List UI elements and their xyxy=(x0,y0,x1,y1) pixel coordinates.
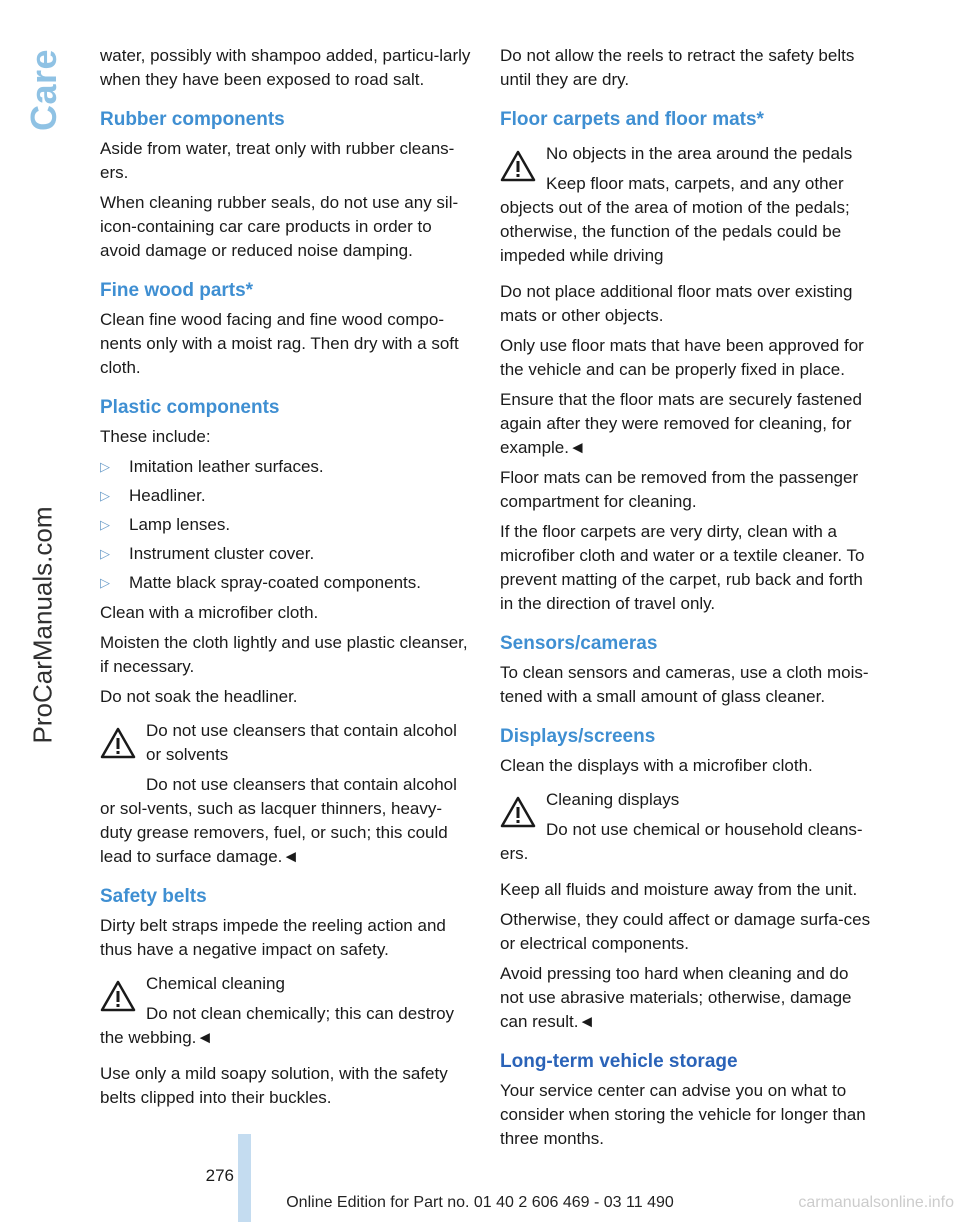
site-watermark-vertical xyxy=(26,470,60,780)
paragraph: Dirty belt straps impede the reeling action and thus have a negative impact on safety. xyxy=(100,916,446,959)
paragraph: Aside from water, treat only with rubber cleans-ers. xyxy=(100,139,455,182)
warning-triangle-icon xyxy=(500,796,536,828)
watermark-text: carmanualsonline.info xyxy=(798,1194,954,1211)
list-item: ▷ Matte black spray-coated components. xyxy=(100,571,474,595)
heading-plastic-components: Plastic components xyxy=(100,397,280,418)
warning-body: Do not use chemical or household cleans-ers. xyxy=(500,820,863,863)
paragraph: Your service center can advise you on what to consider when storing the vehicle for longer than three months. xyxy=(500,1081,866,1148)
warning-title: Do not use cleansers that contain alcohol or solvents xyxy=(146,721,457,764)
warning-box xyxy=(500,142,874,268)
page-number: 276 xyxy=(205,1166,234,1185)
warning-box xyxy=(100,719,474,869)
heading-floor-carpets: Floor carpets and floor mats* xyxy=(500,109,764,130)
list-item: ▷ Lamp lenses. xyxy=(100,513,474,537)
paragraph: Moisten the cloth lightly and use plastic cleanser, if necessary. xyxy=(100,633,468,676)
paragraph: Avoid pressing too hard when cleaning and do not use abrasive materials; otherwise, damage can result.◄ xyxy=(500,964,852,1031)
warning-triangle-icon xyxy=(100,980,136,1012)
left-column xyxy=(100,44,474,1116)
paragraph: When cleaning rubber seals, do not use any sil-icon-containing car care products in order to avoid damage or reduced noise damping. xyxy=(100,193,459,260)
heading-safety-belts: Safety belts xyxy=(100,886,207,907)
warning-triangle-icon xyxy=(100,727,136,759)
warning-body: Do not use cleansers that contain alcohol or sol-vents, such as lacquer thinners, heavy-duty grease removers, fuel, or such; this could lead to surface damage.◄ xyxy=(100,775,457,866)
paragraph: Clean fine wood facing and fine wood compo-nents only with a moist rag. Then dry with a soft cloth. xyxy=(100,310,459,377)
warning-body: Do not clean chemically; this can destroy the webbing.◄ xyxy=(100,1004,455,1047)
site-watermark-text: ProCarManuals.com xyxy=(27,506,58,744)
warning-box xyxy=(500,788,874,866)
paragraph: To clean sensors and cameras, use a cloth mois-tened with a small amount of glass cleaner. xyxy=(500,663,869,706)
list-item: ▷ Instrument cluster cover. xyxy=(100,542,474,566)
triangle-bullet-icon: ▷ xyxy=(100,546,110,561)
plastic-items-list xyxy=(100,455,474,595)
warning-title: No objects in the area around the pedals xyxy=(546,144,853,163)
paragraph: Clean with a microfiber cloth. xyxy=(100,603,319,622)
paragraph: If the floor carpets are very dirty, clean with a microfiber cloth and water or a textile cleaner. To prevent matting of the carpet, rub back and forth in the direction of travel only. xyxy=(500,522,865,613)
paragraph: Do not allow the reels to retract the safety belts until they are dry. xyxy=(500,46,855,89)
warning-triangle-icon xyxy=(500,150,536,182)
heading-rubber-components: Rubber components xyxy=(100,109,285,130)
list-item: ▷ Headliner. xyxy=(100,484,474,508)
paragraph: water, possibly with shampoo added, particu-larly when they have been exposed to road salt. xyxy=(100,46,471,89)
paragraph: Floor mats can be removed from the passenger compartment for cleaning. xyxy=(500,468,859,511)
warning-title: Cleaning displays xyxy=(546,790,680,809)
warning-box xyxy=(100,972,474,1050)
paragraph: Ensure that the floor mats are securely fastened again after they were removed for cleaning, for example.◄ xyxy=(500,390,862,457)
paragraph: Keep all fluids and moisture away from the unit. xyxy=(500,880,858,899)
paragraph: Only use floor mats that have been approved for the vehicle and can be properly fixed in place. xyxy=(500,336,864,379)
triangle-bullet-icon: ▷ xyxy=(100,459,110,474)
warning-body: Keep floor mats, carpets, and any other objects out of the area of motion of the pedals; otherwise, the function of the pedals could be impeded while driving xyxy=(500,174,850,265)
heading-long-term-storage: Long-term vehicle storage xyxy=(500,1051,738,1072)
triangle-bullet-icon: ▷ xyxy=(100,488,110,503)
heading-displays-screens: Displays/screens xyxy=(500,726,656,747)
section-label-text: Care xyxy=(23,48,64,132)
triangle-bullet-icon: ▷ xyxy=(100,575,110,590)
heading-sensors-cameras: Sensors/cameras xyxy=(500,633,658,654)
paragraph: Otherwise, they could affect or damage surfa-ces or electrical components. xyxy=(500,910,871,953)
paragraph: Use only a mild soapy solution, with the safety belts clipped into their buckles. xyxy=(100,1064,448,1107)
edition-text: Online Edition for Part no. 01 40 2 606 469 - 03 11 490 xyxy=(286,1194,674,1211)
section-label xyxy=(20,40,68,140)
paragraph: Do not place additional floor mats over existing mats or other objects. xyxy=(500,282,853,325)
warning-title: Chemical cleaning xyxy=(146,974,285,993)
paragraph: Clean the displays with a microfiber cloth. xyxy=(500,756,813,775)
paragraph: Do not soak the headliner. xyxy=(100,687,298,706)
paragraph: These include: xyxy=(100,427,211,446)
heading-fine-wood-parts: Fine wood parts* xyxy=(100,280,254,301)
triangle-bullet-icon: ▷ xyxy=(100,517,110,532)
right-column xyxy=(500,44,874,1157)
side-tab xyxy=(0,0,80,1222)
list-item: ▷ Imitation leather surfaces. xyxy=(100,455,474,479)
